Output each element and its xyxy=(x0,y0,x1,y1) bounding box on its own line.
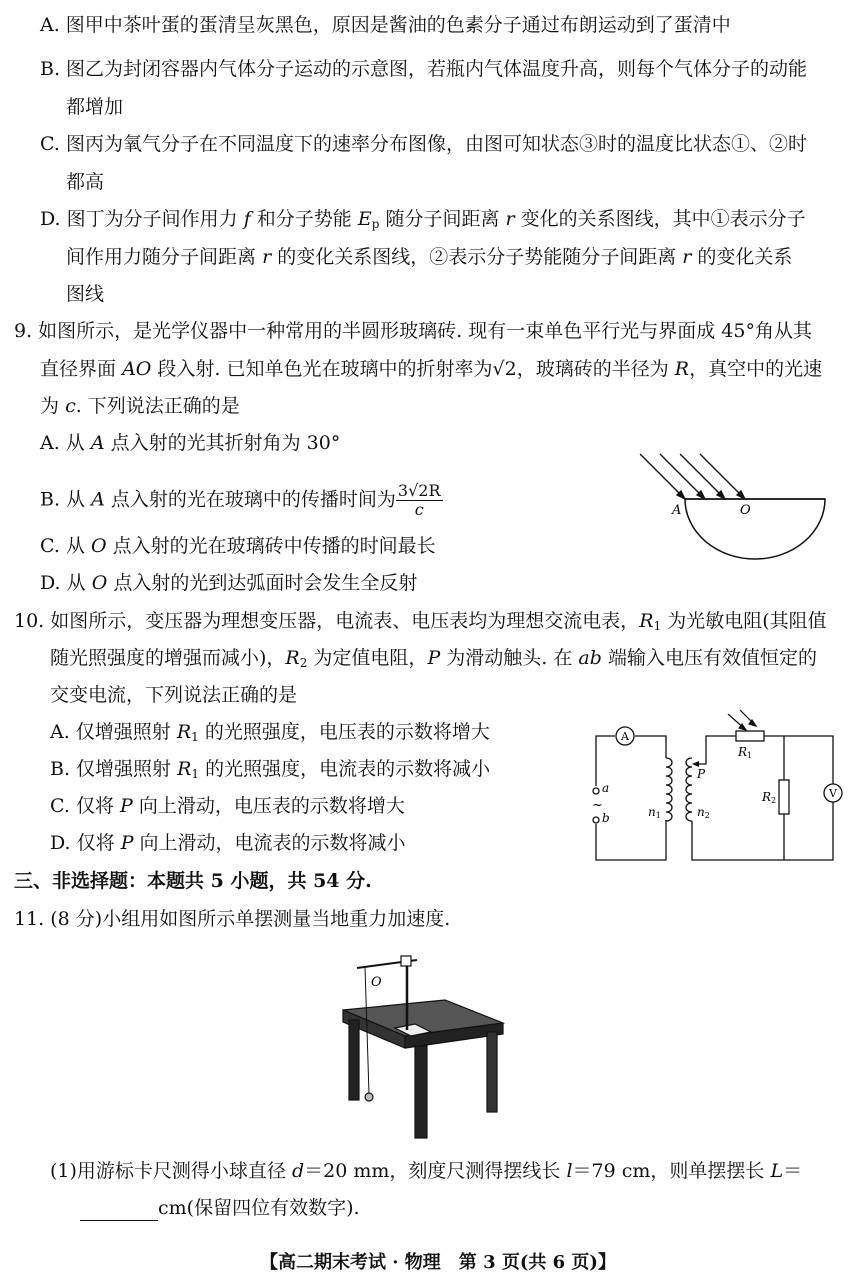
q8-option-d-line1: D. 图丁为分子间作用力 f 和分子势能 $E_p$ 随分子间距离 r 变化的关系图线，其中①表示分子 xyxy=(40,208,806,231)
section-3-heading: 三、非选择题：本题共 5 小题，共 54 分. xyxy=(14,870,372,892)
n1-label: n1 xyxy=(648,805,661,820)
q10-stem-line2: 随光照强度的增强而减小)，$R_2$ 为定值电阻，P 为滑动触头. 在 ab 端输入电压有效值恒定的 xyxy=(50,647,817,670)
fig-label-o: O xyxy=(740,503,751,518)
light-arrows-icon xyxy=(728,710,756,730)
q10-stem-line1: 10. 如图所示，变压器为理想变压器，电流表、电压表均为理想交流电表，$R_1$ 为光敏电阻(其阻值 xyxy=(14,610,827,633)
ac-source-symbol: ~ xyxy=(592,798,603,813)
terminal-b-label: b xyxy=(602,811,610,825)
q11-part1-line2: cm(保留四位有效数字). xyxy=(80,1195,360,1221)
r1-label: R1 xyxy=(738,745,753,760)
q8-option-a: A. 图甲中茶叶蛋的蛋清呈灰黑色，原因是酱油的色素分子通过布朗运动到了蛋清中 xyxy=(40,14,731,36)
resistor-r2-icon xyxy=(779,780,789,814)
q10-option-c: C. 仅将 P 向上滑动，电压表的示数将增大 xyxy=(50,795,405,817)
q11-part1-line1: (1)用游标卡尺测得小球直径 d＝20 mm，刻度尺测得摆线长 l＝79 cm，则单摆摆长 L＝ xyxy=(50,1160,803,1182)
terminal-a-label: a xyxy=(602,781,610,795)
photoresistor-r1-icon xyxy=(736,731,764,741)
q10-option-b: B. 仅增强照射 $R_1$ 的光照强度，电流表的示数将减小 xyxy=(50,758,491,781)
q8-option-b-line2: 都增加 xyxy=(66,96,124,118)
slider-p-label: P xyxy=(697,767,706,781)
page-footer: 【高二期末考试 · 物理 第 3 页(共 6 页)】 xyxy=(260,1252,616,1273)
n2-label: n2 xyxy=(697,805,710,820)
q9-fraction: $\frac{3√2R}{c}$ xyxy=(397,481,441,519)
ammeter-label: A xyxy=(621,730,629,743)
q8-option-c-line1: C. 图丙为氧气分子在不同温度下的速率分布图像，由图可知状态③时的温度比状态①、②时 xyxy=(40,133,807,155)
q8-option-d-line2: 间作用力随分子间距离 r 的变化关系图线，②表示分子势能随分子间距离 r 的变化关系 xyxy=(66,246,793,268)
q9-stem-line1: 9. 如图所示，是光学仪器中一种常用的半圆形玻璃砖. 现有一束单色平行光与界面成 45°角从其 xyxy=(14,320,812,342)
answer-blank[interactable] xyxy=(80,1202,158,1221)
q11-pendulum-figure xyxy=(335,948,535,1148)
q9-option-b: B. 从 A 点入射的光在玻璃中的传播时间为 $\frac{3√2R}{c}$ xyxy=(40,481,441,519)
q9-option-c: C. 从 O 点入射的光在玻璃砖中传播的时间最长 xyxy=(40,535,436,557)
q9-option-a: A. 从 A 点入射的光其折射角为 30° xyxy=(40,432,341,454)
terminal-b-icon xyxy=(593,817,599,823)
q10-option-a: A. 仅增强照射 $R_1$ 的光照强度，电压表的示数将增大 xyxy=(50,721,490,744)
r2-label: R2 xyxy=(762,790,777,805)
q8-option-b-line1: B. 图乙为封闭容器内气体分子运动的示意图，若瓶内气体温度升高，则每个气体分子的动能 xyxy=(40,58,808,80)
q9-glass-brick-figure xyxy=(630,448,830,588)
q8-option-c-line2: 都高 xyxy=(66,171,105,193)
primary-coil-icon xyxy=(666,758,672,821)
q10-option-d: D. 仅将 P 向上滑动，电流表的示数将减小 xyxy=(50,832,406,854)
q8-option-d-line3: 图线 xyxy=(66,283,105,305)
q10-stem-line3: 交变电流，下列说法正确的是 xyxy=(50,684,298,706)
q9-option-d: D. 从 O 点入射的光到达弧面时会发生全反射 xyxy=(40,572,418,594)
terminal-a-icon xyxy=(593,788,599,794)
voltmeter-label: V xyxy=(829,787,837,800)
q11-stem: 11. (8 分)小组用如图所示单摆测量当地重力加速度. xyxy=(14,908,451,930)
secondary-coil-icon xyxy=(686,758,692,821)
q9-stem-line3: 为 c. 下列说法正确的是 xyxy=(40,395,240,417)
pendulum-pivot-label: O xyxy=(371,975,382,990)
q9-stem-line2: 直径界面 AO 段入射. 已知单色光在玻璃中的折射率为√2，玻璃砖的半径为 R，真空中的光速 xyxy=(40,358,823,380)
fig-label-a: A xyxy=(672,503,682,518)
q10-circuit-figure xyxy=(588,688,848,863)
